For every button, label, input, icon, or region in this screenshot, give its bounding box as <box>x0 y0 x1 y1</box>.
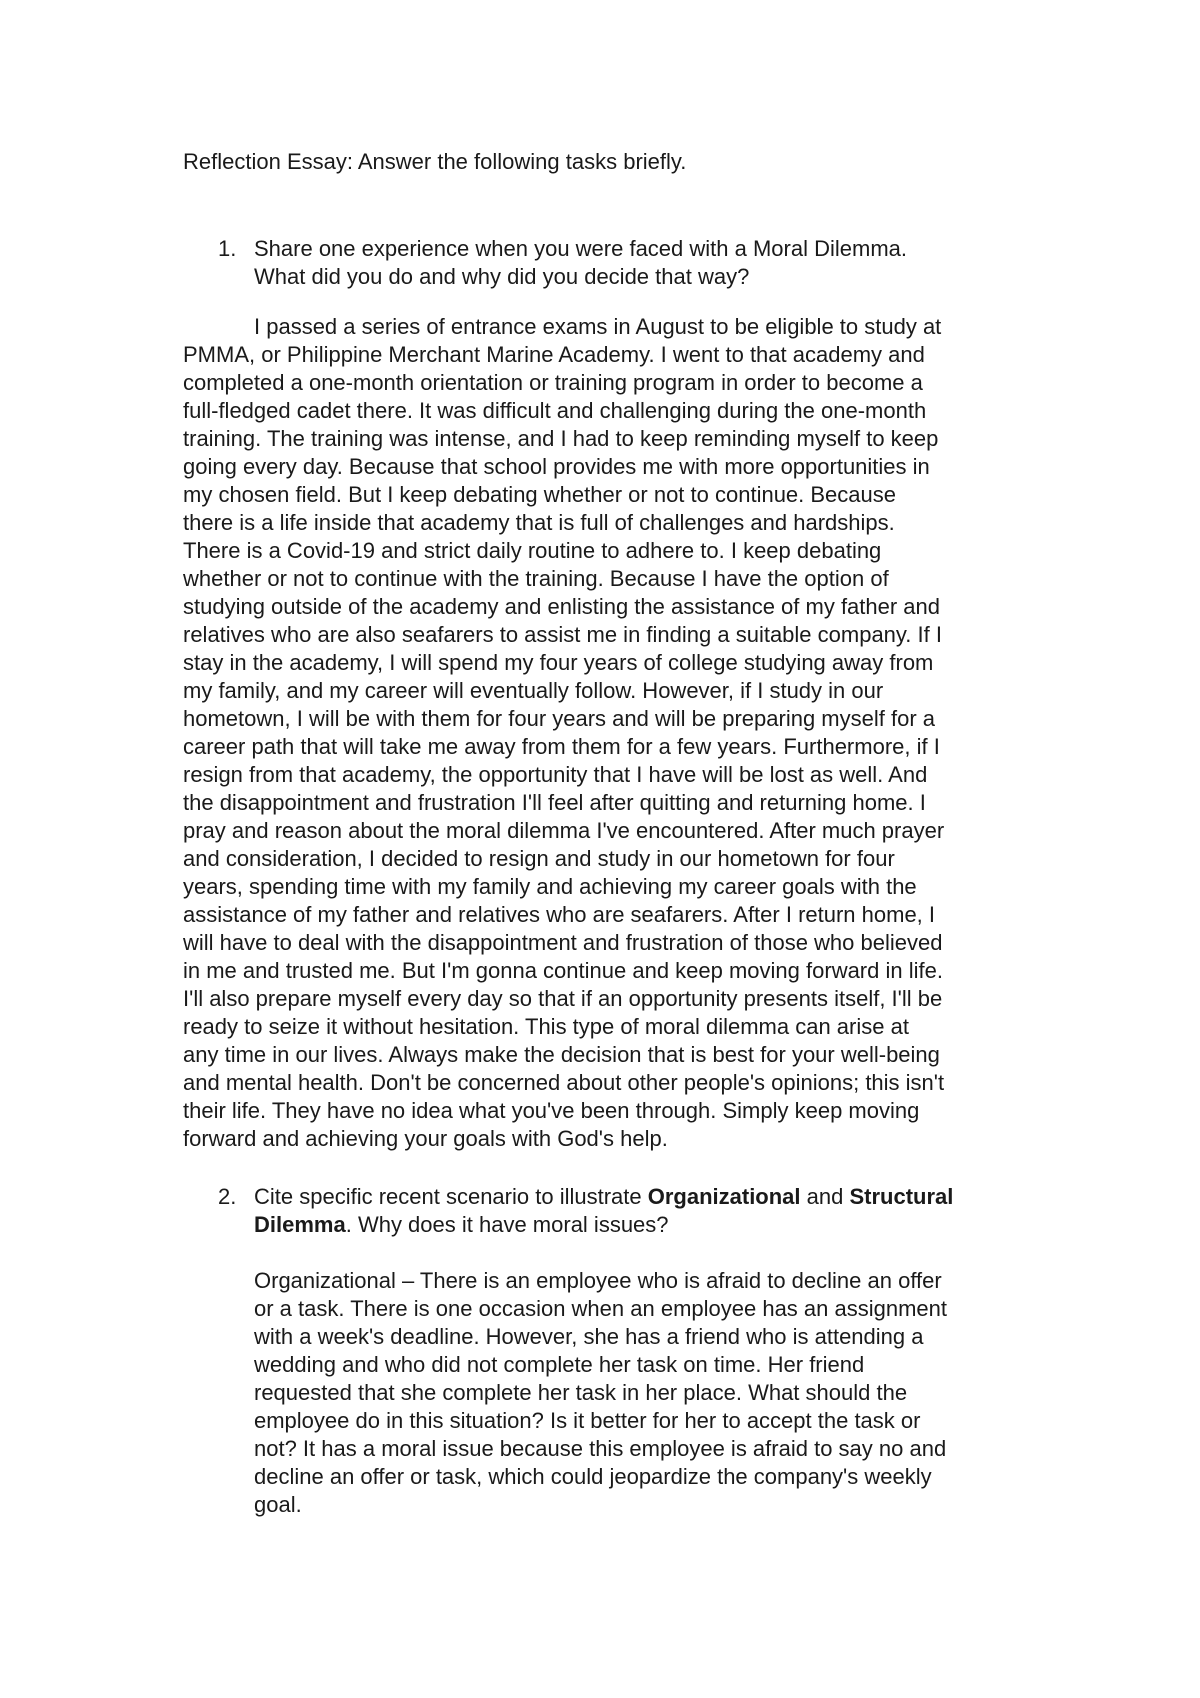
answer-line: stay in the academy, I will spend my four years of college studying away from <box>183 650 934 675</box>
question-2-answer <box>254 1267 947 1519</box>
question-2-prompt-line <box>254 1211 953 1239</box>
question-2-number: 2. <box>218 1184 237 1209</box>
prompt-bold-organizational: Organizational <box>647 1184 801 1209</box>
answer-line: not? It has a moral issue because this employee is afraid to say no and <box>254 1436 947 1461</box>
prompt-text: and <box>800 1184 850 1209</box>
question-1-number: 1. <box>218 236 237 261</box>
question-2-prompt-line <box>254 1183 953 1211</box>
answer-line: assistance of my father and relatives who are seafarers. After I return home, I <box>183 902 936 927</box>
answer-line: or a task. There is one occasion when an employee has an assignment <box>254 1296 947 1321</box>
answer-line: pray and reason about the moral dilemma I've encountered. After much prayer <box>183 818 945 843</box>
question-2-prompt <box>254 1183 953 1239</box>
answer-line: the disappointment and frustration I'll feel after quitting and returning home. I <box>183 790 926 815</box>
question-1-prompt <box>254 235 907 291</box>
answer-line: I'll also prepare myself every day so that if an opportunity presents itself, I'll be <box>183 986 943 1011</box>
answer-line: any time in our lives. Always make the decision that is best for your well-being <box>183 1042 940 1067</box>
answer-line: decline an offer or task, which could jeopardize the company's weekly <box>254 1464 932 1489</box>
answer-line: my family, and my career will eventually follow. However, if I study in our <box>183 678 884 703</box>
answer-line: resign from that academy, the opportunity that I have will be lost as well. And <box>183 762 928 787</box>
answer-line: whether or not to continue with the training. Because I have the option of <box>183 566 889 591</box>
answer-line: and mental health. Don't be concerned about other people's opinions; this isn't <box>183 1070 945 1095</box>
answer-line: employee do in this situation? Is it better for her to accept the task or <box>254 1408 921 1433</box>
prompt-bold-dilemma: Dilemma <box>254 1212 346 1237</box>
answer-line: in me and trusted me. But I'm gonna continue and keep moving forward in life. <box>183 958 943 983</box>
question-1-prompt-line: What did you do and why did you decide that way? <box>254 264 750 289</box>
answer-line: hometown, I will be with them for four years and will be preparing myself for a <box>183 706 935 731</box>
answer-line: ready to seize it without hesitation. This type of moral dilemma can arise at <box>183 1014 909 1039</box>
prompt-bold-structural: Structural <box>849 1184 954 1209</box>
answer-line: requested that she complete her task in her place. What should the <box>254 1380 908 1405</box>
essay-title: Reflection Essay: Answer the following tasks briefly. <box>183 149 687 174</box>
answer-line: my chosen field. But I keep debating whether or not to continue. Because <box>183 482 897 507</box>
answer-line: years, spending time with my family and achieving my career goals with the <box>183 874 917 899</box>
answer-line: PMMA, or Philippine Merchant Marine Academy. I went to that academy and <box>183 342 925 367</box>
answer-line: completed a one-month orientation or training program in order to become a <box>183 370 923 395</box>
answer-line: will have to deal with the disappointment and frustration of those who believed <box>183 930 943 955</box>
answer-line: with a week's deadline. However, she has a friend who is attending a <box>254 1324 924 1349</box>
answer-line: training. The training was intense, and I had to keep reminding myself to keep <box>183 426 939 451</box>
question-1-prompt-line: Share one experience when you were faced with a Moral Dilemma. <box>254 236 907 261</box>
prompt-text: . Why does it have moral issues? <box>345 1212 669 1237</box>
answer-line: career path that will take me away from them for a few years. Furthermore, if I <box>183 734 940 759</box>
answer-line: There is a Covid-19 and strict daily routine to adhere to. I keep debating <box>183 538 882 563</box>
prompt-text: Cite specific recent scenario to illustrate <box>254 1184 648 1209</box>
question-1-answer <box>183 313 944 1153</box>
answer-line: goal. <box>254 1492 302 1517</box>
answer-line: going every day. Because that school provides me with more opportunities in <box>183 454 930 479</box>
answer-line: forward and achieving your goals with God's help. <box>183 1126 668 1151</box>
answer-line: their life. They have no idea what you've been through. Simply keep moving <box>183 1098 920 1123</box>
answer-line: I passed a series of entrance exams in August to be eligible to study at <box>254 314 942 339</box>
answer-line: and consideration, I decided to resign and study in our hometown for four <box>183 846 895 871</box>
answer-line: there is a life inside that academy that is full of challenges and hardships. <box>183 510 895 535</box>
answer-line: relatives who are also seafarers to assist me in finding a suitable company. If I <box>183 622 942 647</box>
answer-line: Organizational – There is an employee who is afraid to decline an offer <box>254 1268 942 1293</box>
answer-line: wedding and who did not complete her task on time. Her friend <box>254 1352 865 1377</box>
answer-line: full-fledged cadet there. It was difficult and challenging during the one-month <box>183 398 927 423</box>
answer-line: studying outside of the academy and enlisting the assistance of my father and <box>183 594 941 619</box>
